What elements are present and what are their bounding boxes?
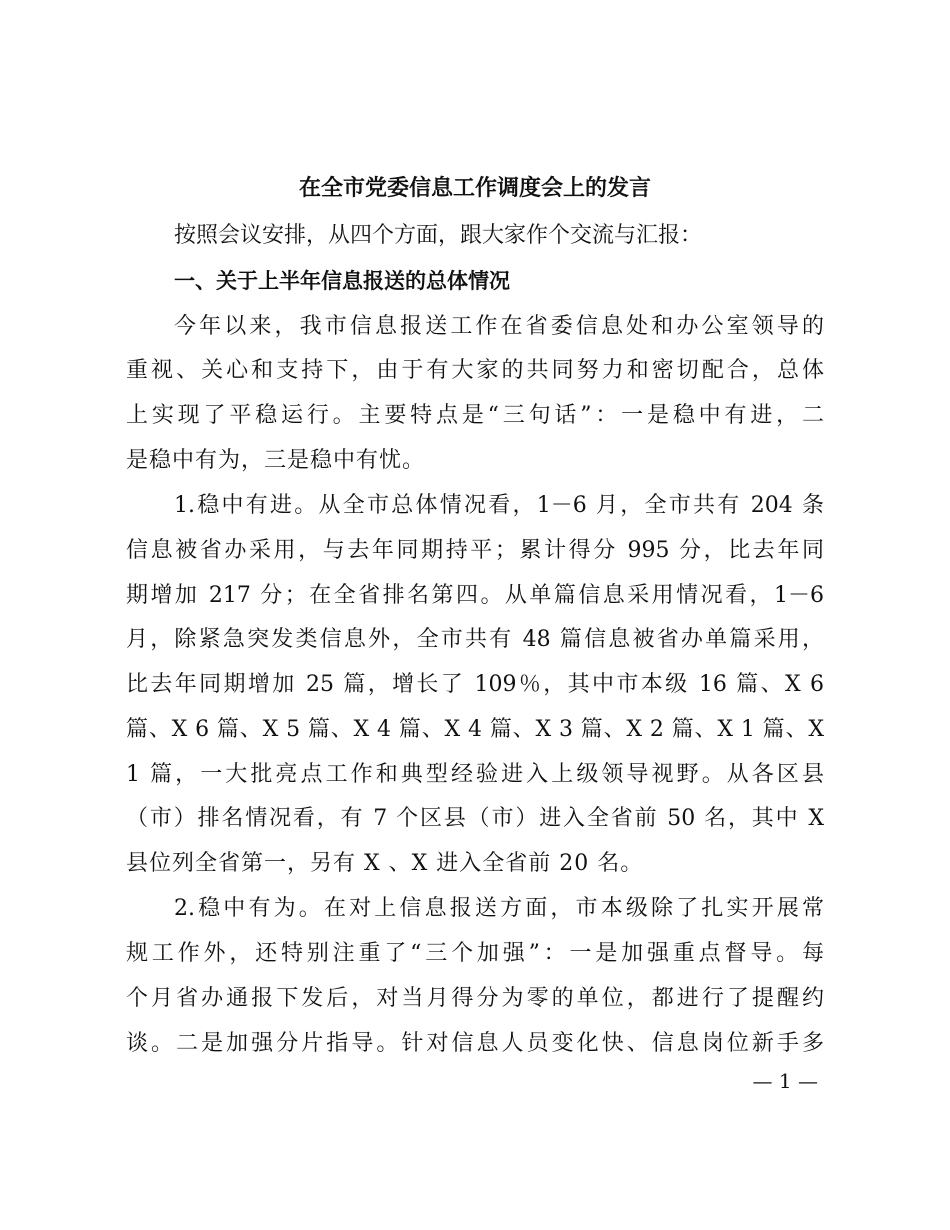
document-title: 在全市党委信息工作调度会上的发言 xyxy=(298,175,651,201)
paragraph-line: （市）排名情况看，有 7 个区县（市）进入全省前 50 名，其中 X xyxy=(126,806,824,831)
paragraph-line: 1 篇，一大批亮点工作和典型经验进入上级领导视野。从各区县 xyxy=(126,762,824,787)
paragraph-line: 1.稳中有进。从全市总体情况看，1－6 月，全市共有 204 条 xyxy=(174,493,824,518)
paragraph-line: 上实现了平稳运行。主要特点是“三句话”：一是稳中有进，二 xyxy=(126,403,824,428)
paragraph-line: 信息被省办采用，与去年同期持平；累计得分 995 分，比去年同 xyxy=(126,538,824,563)
paragraph-line: 个月省办通报下发后，对当月得分为零的单位，都进行了提醒约 xyxy=(126,986,824,1011)
section-heading: 一、关于上半年信息报送的总体情况 xyxy=(174,269,510,293)
paragraph-line: 县位列全省第一，另有 X 、X 进入全省前 20 名。 xyxy=(126,851,644,876)
page-number: — 1 — xyxy=(752,1069,818,1093)
paragraph-line: 今年以来，我市信息报送工作在省委信息处和办公室领导的 xyxy=(174,314,824,339)
paragraph-line: 月，除紧急突发类信息外，全市共有 48 篇信息被省办单篇采用， xyxy=(126,627,824,652)
paragraph-line: 规工作外，还特别注重了“三个加强”：一是加强重点督导。每 xyxy=(126,941,824,966)
paragraph-line: 篇、X 6 篇、X 5 篇、X 4 篇、X 4 篇、X 3 篇、X 2 篇、X 1 篇、X xyxy=(126,717,824,742)
paragraph-line: 是稳中有为，三是稳中有忧。 xyxy=(126,448,426,473)
paragraph-line: 重视、关心和支持下，由于有大家的共同努力和密切配合，总体 xyxy=(126,358,824,383)
paragraph-line: 2.稳中有为。在对上信息报送方面，市本级除了扎实开展常 xyxy=(174,896,824,921)
paragraph-line: 谈。二是加强分片指导。针对信息人员变化快、信息岗位新手多 xyxy=(126,1031,824,1056)
intro-paragraph: 按照会议安排，从四个方面，跟大家作个交流与汇报： xyxy=(174,223,703,248)
paragraph-line: 比去年同期增加 25 篇，增长了 109％，其中市本级 16 篇、X 6 xyxy=(126,672,824,697)
paragraph-line: 期增加 217 分；在全省排名第四。从单篇信息采用情况看，1－6 xyxy=(126,583,824,608)
